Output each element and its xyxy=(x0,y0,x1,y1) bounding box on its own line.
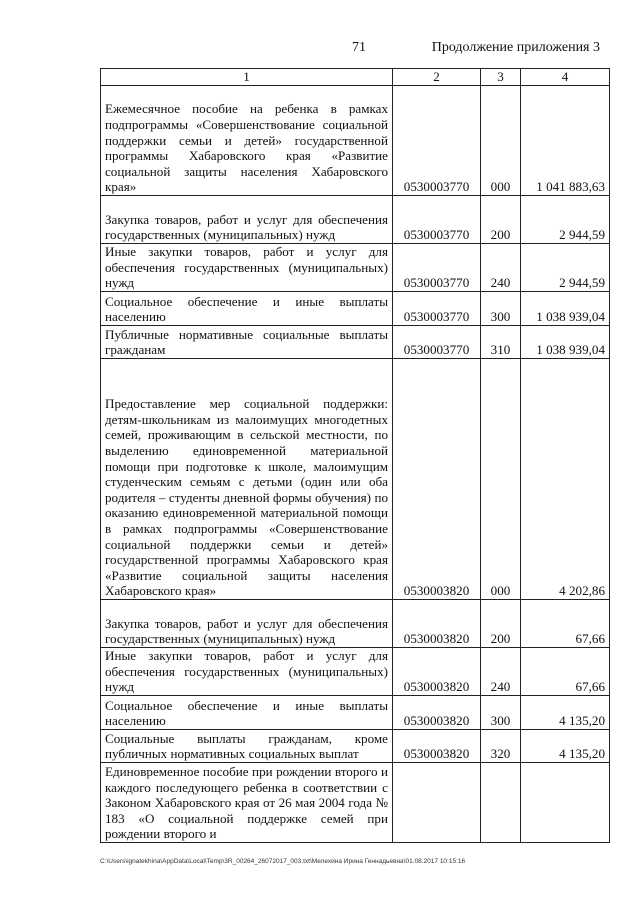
page-caption: Продолжение приложения 3 xyxy=(431,40,600,55)
row-name: Ежемесячное пособие на ребенка в рамках подпрограммы «Совершенствование социальной поддержки семьи и детей» государственной программы Хабаровского края «Развитие социальной защиты населения Хабаровского края» xyxy=(101,86,393,196)
row-name: Закупка товаров, работ и услуг для обеспечения государственных (муниципальных) нужд xyxy=(101,600,393,648)
table-row xyxy=(101,600,610,648)
row-expense-type: 310 xyxy=(481,326,521,359)
row-target-code: 0530003770 xyxy=(393,292,481,326)
row-amount xyxy=(521,763,610,843)
row-name: Предоставление мер социальной поддержки: детям-школьникам из малоимущих многодетных семей, проживающим в сельской местности, по выделению единовременной материальной помощи при подготовке к школе, малоимущим студенческим семьям с детьми (один или оба родителя – студенты дневной формы обучения) по оказанию единовременной материальной помощи в рамках подпрограммы «Совершенствование социальной поддержки семьи и детей» государственной программы Хабаровского края «Развитие социальной защиты населения Хабаровского края» xyxy=(101,359,393,600)
row-amount: 67,66 xyxy=(521,648,610,696)
row-name: Публичные нормативные социальные выплаты гражданам xyxy=(101,326,393,359)
row-name: Иные закупки товаров, работ и услуг для обеспечения государственных (муниципальных) нужд xyxy=(101,244,393,292)
page-number: 71 xyxy=(352,40,366,55)
row-amount: 4 202,86 xyxy=(521,359,610,600)
row-target-code: 0530003820 xyxy=(393,648,481,696)
row-target-code: 0530003820 xyxy=(393,359,481,600)
row-expense-type: 300 xyxy=(481,696,521,730)
table-row xyxy=(101,292,610,326)
row-amount: 67,66 xyxy=(521,600,610,648)
column-header-1: 1 xyxy=(101,69,393,86)
table-row xyxy=(101,86,610,196)
row-expense-type: 200 xyxy=(481,600,521,648)
row-name: Закупка товаров, работ и услуг для обеспечения государственных (муниципальных) нужд xyxy=(101,196,393,244)
file-path-footer: C:\Users\ignatekhina\AppData\Local\Temp\3R_00264_26072017_003.txt\Мелехина Ирина Геннадьевна\01.08.2017 10:15:16 xyxy=(100,858,466,865)
row-expense-type: 300 xyxy=(481,292,521,326)
row-amount: 4 135,20 xyxy=(521,730,610,763)
row-amount: 2 944,59 xyxy=(521,244,610,292)
column-header-3: 3 xyxy=(481,69,521,86)
row-expense-type: 240 xyxy=(481,244,521,292)
row-amount: 1 041 883,63 xyxy=(521,86,610,196)
row-expense-type xyxy=(481,763,521,843)
row-name: Иные закупки товаров, работ и услуг для обеспечения государственных (муниципальных) нужд xyxy=(101,648,393,696)
row-amount: 4 135,20 xyxy=(521,696,610,730)
row-target-code: 0530003820 xyxy=(393,730,481,763)
table-header-row xyxy=(101,69,610,86)
table-row xyxy=(101,244,610,292)
table-row xyxy=(101,196,610,244)
row-name: Социальные выплаты гражданам, кроме публичных нормативных социальных выплат xyxy=(101,730,393,763)
row-name: Социальное обеспечение и иные выплаты населению xyxy=(101,696,393,730)
row-expense-type: 000 xyxy=(481,86,521,196)
row-target-code: 0530003770 xyxy=(393,326,481,359)
budget-table xyxy=(100,68,610,843)
row-amount: 2 944,59 xyxy=(521,196,610,244)
row-target-code: 0530003770 xyxy=(393,244,481,292)
row-name: Единовременное пособие при рождении второго и каждого последующего ребенка в соответствии с Законом Хабаровского края от 26 мая 2004 года № 183 «О социальной поддержке семей при рождении второго и xyxy=(101,763,393,843)
row-target-code: 0530003820 xyxy=(393,600,481,648)
row-amount: 1 038 939,04 xyxy=(521,292,610,326)
row-target-code: 0530003770 xyxy=(393,196,481,244)
row-expense-type: 200 xyxy=(481,196,521,244)
row-expense-type: 320 xyxy=(481,730,521,763)
row-amount: 1 038 939,04 xyxy=(521,326,610,359)
row-expense-type: 000 xyxy=(481,359,521,600)
row-expense-type: 240 xyxy=(481,648,521,696)
table-row xyxy=(101,359,610,600)
row-target-code: 0530003770 xyxy=(393,86,481,196)
row-target-code: 0530003820 xyxy=(393,696,481,730)
table-row xyxy=(101,648,610,696)
table-row xyxy=(101,763,610,843)
table-row xyxy=(101,326,610,359)
row-target-code xyxy=(393,763,481,843)
row-name: Социальное обеспечение и иные выплаты населению xyxy=(101,292,393,326)
column-header-4: 4 xyxy=(521,69,610,86)
column-header-2: 2 xyxy=(393,69,481,86)
table-row xyxy=(101,730,610,763)
table-row xyxy=(101,696,610,730)
